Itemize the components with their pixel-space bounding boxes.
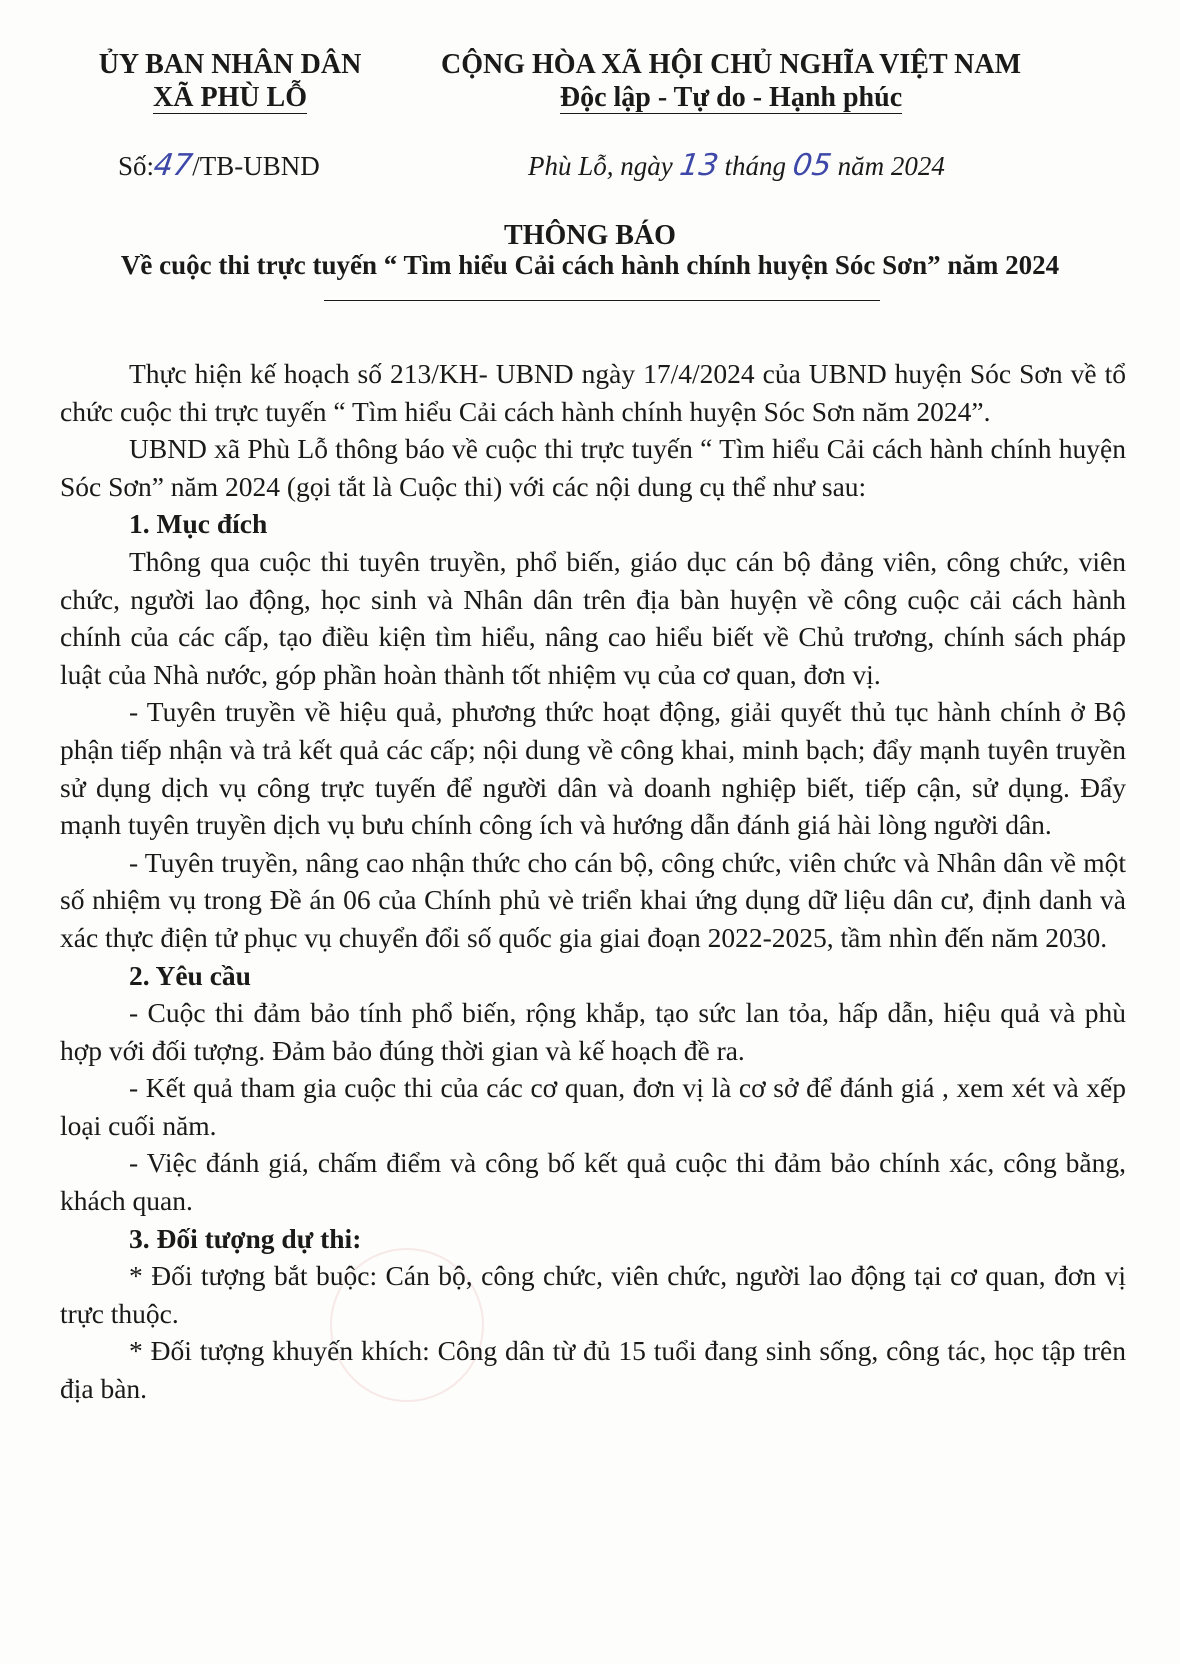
paragraph-requirement-1: - Cuộc thi đảm bảo tính phổ biến, rộng khắp, tạo sức lan tỏa, hấp dẫn, hiệu quả và phù hợp với đối tượng. Đảm bảo đúng thời gian và kế hoạch đề ra. xyxy=(60,997,1126,1066)
paragraph-requirement-2: - Kết quả tham gia cuộc thi của các cơ quan, đơn vị là cơ sở để đánh giá , xem xét và xếp loại cuối năm. xyxy=(60,1072,1126,1141)
section-heading-requirements: 2. Yêu cầu xyxy=(129,959,251,991)
agency-name: ỦY BAN NHÂN DÂN xyxy=(98,49,362,80)
paragraph-requirement-3: - Việc đánh giá, chấm điểm và công bố kết quả cuộc thi đảm bảo chính xác, công bằng, khách quan. xyxy=(60,1147,1126,1217)
paragraph-participants-mandatory: * Đối tượng bắt buộc: Cán bộ, công chức, viên chức, người lao động tại cơ quan, đơn vị trực thuộc. xyxy=(60,1260,1126,1329)
paragraph-intro-plan: Thực hiện kế hoạch số 213/KH- UBND ngày 17/4/2024 của UBND huyện Sóc Sơn về tổ chức cuộc thi trực tuyến “ Tìm hiểu Cải cách hành chính huyện Sóc Sơn năm 2024”. xyxy=(60,358,1126,427)
date-month-word: tháng xyxy=(724,151,786,181)
doc-number-suffix: /TB-UBND xyxy=(192,151,320,181)
paragraph-purpose-bullet-2: - Tuyên truyền, nâng cao nhận thức cho cán bộ, công chức, viên chức và Nhân dân về một số nhiệm vụ trong Đề án 06 của Chính phủ vè triển khai ứng dụng dữ liệu dân cư, định danh và xác thực điện tử phục vụ chuyển đổi số quốc gia giai đoạn 2022-2025, tầm nhìn đến năm 2030. xyxy=(60,846,1126,953)
date-day-handwritten: 13 xyxy=(677,148,721,183)
title-underline xyxy=(324,300,880,301)
national-motto: Độc lập - Tự do - Hạnh phúc xyxy=(559,82,903,113)
paragraph-participants-encouraged: * Đối tượng khuyến khích: Công dân từ đủ 15 tuổi đang sinh sống, công tác, học tập trên địa bàn. xyxy=(60,1335,1126,1405)
document-body xyxy=(60,355,1126,1408)
document-title: THÔNG BÁO xyxy=(504,220,676,251)
agency-header xyxy=(85,48,375,114)
paragraph-purpose-bullet-1: - Tuyên truyền về hiệu quả, phương thức hoạt động, giải quyết thủ tục hành chính ở Bộ phận tiếp nhận và trả kết quả các cấp; nội dung về công khai, minh bạch; đẩy mạnh tuyên truyền sử dụng dịch vụ công trực tuyến để người dân và doanh nghiệp biết, tiếp cận, sử dụng. Đẩy mạnh tuyên truyền dịch vụ bưu chính công ích và hướng dẫn đánh giá hài lòng người dân. xyxy=(60,696,1126,841)
national-header xyxy=(418,48,1044,114)
paragraph-announcement: UBND xã Phù Lỗ thông báo về cuộc thi trực tuyến “ Tìm hiểu Cải cách hành chính huyện Sóc Sơn” năm 2024 (gọi tắt là Cuộc thi) với các nội dung cụ thể như sau: xyxy=(60,433,1126,502)
issue-date xyxy=(528,148,945,183)
document-number xyxy=(118,148,320,183)
section-heading-participants: 3. Đối tượng dự thi: xyxy=(129,1222,362,1254)
date-place: Phù Lỗ, ngày xyxy=(528,151,673,181)
document-subtitle: Về cuộc thi trực tuyến “ Tìm hiểu Cải cách hành chính huyện Sóc Sơn” năm 2024 xyxy=(120,250,1060,280)
date-year: năm 2024 xyxy=(837,151,945,181)
paragraph-purpose: Thông qua cuộc thi tuyên truyền, phổ biến, giáo dục cán bộ đảng viên, công chức, viên chức, người lao động, học sinh và Nhân dân trên địa bàn huyện về công cuộc cải cách hành chính của các cấp, tạo điều kiện tìm hiểu, nâng cao hiểu biết về Chủ trương, chính sách pháp luật của Nhà nước, góp phần hoàn thành tốt nhiệm vụ của cơ quan, đơn vị. xyxy=(60,545,1126,690)
section-heading-purpose: 1. Mục đích xyxy=(129,508,268,540)
agency-commune: XÃ PHÙ LỖ xyxy=(153,82,307,113)
date-month-handwritten: 05 xyxy=(790,148,834,183)
doc-number-prefix: Số: xyxy=(118,151,155,181)
doc-number-handwritten: 47 xyxy=(151,148,195,183)
national-title: CỘNG HÒA XÃ HỘI CHỦ NGHĨA VIỆT NAM xyxy=(440,49,1022,80)
